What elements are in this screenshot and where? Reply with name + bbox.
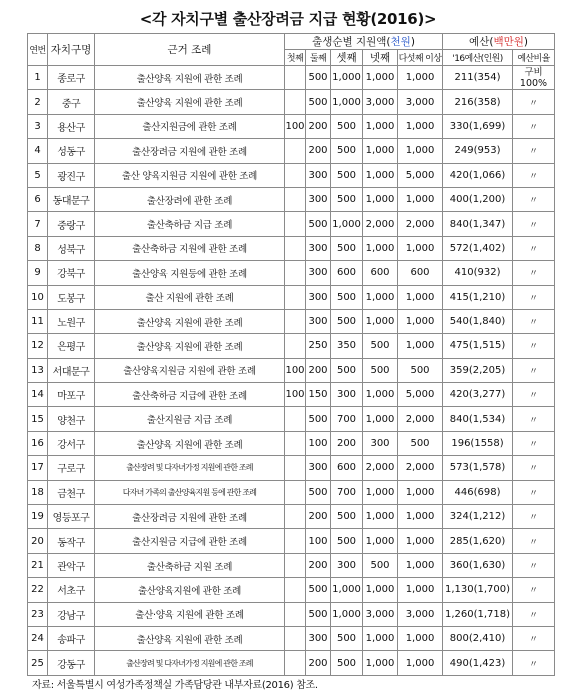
table-row (28, 163, 555, 187)
row-number: 12 (28, 334, 48, 358)
budget-2016: 359(2,205) (443, 358, 513, 382)
row-number: 19 (28, 505, 48, 529)
amount-fourth: 1,000 (363, 578, 398, 602)
amount-first: 100 (285, 114, 306, 138)
table-row (28, 212, 555, 236)
amount-first (285, 66, 306, 90)
amount-second: 300 (306, 285, 331, 309)
district-name: 강서구 (48, 431, 95, 455)
header-law: 근거 조례 (95, 34, 285, 66)
amount-third: 700 (331, 407, 363, 431)
amount-fifth-plus: 1,000 (398, 285, 443, 309)
district-name: 동대문구 (48, 187, 95, 211)
budget-ratio: 〃 (513, 431, 555, 455)
table-row (28, 651, 555, 675)
budget-2016: 360(1,630) (443, 553, 513, 577)
amount-third: 500 (331, 626, 363, 650)
amount-second: 300 (306, 626, 331, 650)
amount-fourth: 600 (363, 261, 398, 285)
ordinance-name: 출산지원금에 관한 조례 (95, 114, 285, 138)
ordinance-name: 출산지원금 지급 조례 (95, 407, 285, 431)
amount-fourth: 2,000 (363, 212, 398, 236)
table-row (28, 236, 555, 260)
amount-second: 300 (306, 187, 331, 211)
ordinance-name: 출산장려금 지원에 관한 조례 (95, 139, 285, 163)
row-number: 24 (28, 626, 48, 650)
budget-ratio: 〃 (513, 602, 555, 626)
amount-second: 250 (306, 334, 331, 358)
district-name: 관악구 (48, 553, 95, 577)
amount-third: 500 (331, 139, 363, 163)
budget-2016: 475(1,515) (443, 334, 513, 358)
district-name: 은평구 (48, 334, 95, 358)
ordinance-name: 출산 양육지원금 지원에 관한 조례 (95, 163, 285, 187)
amount-fifth-plus: 1,000 (398, 553, 443, 577)
budget-ratio: 〃 (513, 334, 555, 358)
budget-2016: 216(358) (443, 90, 513, 114)
table-row (28, 139, 555, 163)
district-name: 성북구 (48, 236, 95, 260)
amount-fifth-plus: 1,000 (398, 578, 443, 602)
ordinance-name: 출산양육 지원에 관한 조례 (95, 90, 285, 114)
amount-fourth: 1,000 (363, 163, 398, 187)
row-number: 8 (28, 236, 48, 260)
row-number: 7 (28, 212, 48, 236)
amount-fifth-plus: 600 (398, 261, 443, 285)
amount-fourth: 3,000 (363, 602, 398, 626)
budget-ratio: 〃 (513, 578, 555, 602)
amount-fourth: 1,000 (363, 114, 398, 138)
table-row (28, 456, 555, 480)
amount-second: 200 (306, 114, 331, 138)
amount-second: 200 (306, 505, 331, 529)
amount-fifth-plus: 1,000 (398, 236, 443, 260)
amount-fifth-plus: 2,000 (398, 456, 443, 480)
district-name: 성동구 (48, 139, 95, 163)
amount-second: 500 (306, 407, 331, 431)
amount-second: 500 (306, 480, 331, 504)
amount-fourth: 1,000 (363, 139, 398, 163)
amount-first (285, 626, 306, 650)
amount-fifth-plus: 3,000 (398, 90, 443, 114)
amount-fifth-plus: 5,000 (398, 163, 443, 187)
budget-2016: 573(1,578) (443, 456, 513, 480)
amount-third: 500 (331, 236, 363, 260)
budget-2016: 840(1,534) (443, 407, 513, 431)
ordinance-name: 출산양육 지원에 관한 조례 (95, 431, 285, 455)
amount-first (285, 309, 306, 333)
amount-first (285, 505, 306, 529)
budget-ratio: 〃 (513, 553, 555, 577)
amount-fifth-plus: 5,000 (398, 383, 443, 407)
amount-first (285, 236, 306, 260)
budget-ratio: 〃 (513, 285, 555, 309)
ordinance-name: 출산양육 지원등에 관한 조례 (95, 261, 285, 285)
budget-2016: 572(1,402) (443, 236, 513, 260)
row-number: 9 (28, 261, 48, 285)
header-fourth: 넷째 (363, 50, 398, 66)
amount-third: 600 (331, 456, 363, 480)
row-number: 22 (28, 578, 48, 602)
amount-fifth-plus: 1,000 (398, 505, 443, 529)
budget-ratio: 〃 (513, 114, 555, 138)
table-row (28, 553, 555, 577)
ordinance-name: 출산양육지원금 지원에 관한 조례 (95, 358, 285, 382)
amount-fourth: 500 (363, 553, 398, 577)
amount-fourth: 3,000 (363, 90, 398, 114)
district-name: 노원구 (48, 309, 95, 333)
row-number: 6 (28, 187, 48, 211)
amount-second: 200 (306, 358, 331, 382)
amount-fifth-plus: 2,000 (398, 407, 443, 431)
ordinance-name: 출산축하금 지원에 관한 조례 (95, 236, 285, 260)
amount-first (285, 480, 306, 504)
amount-third: 500 (331, 505, 363, 529)
amount-fourth: 1,000 (363, 66, 398, 90)
amount-second: 150 (306, 383, 331, 407)
district-name: 마포구 (48, 383, 95, 407)
header-budget-ratio: 예산비율 (513, 50, 555, 66)
amount-third: 500 (331, 309, 363, 333)
amount-first (285, 529, 306, 553)
amount-third: 200 (331, 431, 363, 455)
table-row (28, 407, 555, 431)
table-row (28, 358, 555, 382)
amount-fifth-plus: 1,000 (398, 309, 443, 333)
ordinance-name: 출산축하금 지급 조례 (95, 212, 285, 236)
amount-second: 300 (306, 261, 331, 285)
budget-2016: 285(1,620) (443, 529, 513, 553)
header-first: 첫째 (285, 50, 306, 66)
budget-2016: 196(1558) (443, 431, 513, 455)
amount-third: 350 (331, 334, 363, 358)
row-number: 1 (28, 66, 48, 90)
amount-fourth: 500 (363, 358, 398, 382)
amount-fourth: 1,000 (363, 309, 398, 333)
amount-fourth: 300 (363, 431, 398, 455)
amount-first (285, 212, 306, 236)
budget-2016: 1,260(1,718) (443, 602, 513, 626)
budget-2016: 330(1,699) (443, 114, 513, 138)
amount-third: 300 (331, 553, 363, 577)
ordinance-name: 출산축하금 지원 조례 (95, 553, 285, 577)
district-name: 강북구 (48, 261, 95, 285)
district-name: 서대문구 (48, 358, 95, 382)
budget-ratio: 〃 (513, 187, 555, 211)
budget-ratio: 〃 (513, 480, 555, 504)
budget-2016: 1,130(1,700) (443, 578, 513, 602)
header-district: 자치구명 (48, 34, 95, 66)
ordinance-name: 출산축하금 지급에 관한 조례 (95, 383, 285, 407)
amount-first (285, 553, 306, 577)
amount-first (285, 139, 306, 163)
amount-second: 300 (306, 456, 331, 480)
row-number: 20 (28, 529, 48, 553)
district-name: 양천구 (48, 407, 95, 431)
amount-first (285, 90, 306, 114)
budget-ratio: 〃 (513, 505, 555, 529)
amount-second: 200 (306, 139, 331, 163)
amount-second: 500 (306, 602, 331, 626)
budget-ratio: 〃 (513, 529, 555, 553)
budget-2016: 840(1,347) (443, 212, 513, 236)
amount-second: 300 (306, 309, 331, 333)
table-header (28, 34, 555, 66)
amount-first (285, 261, 306, 285)
ordinance-name: 출산양육 지원에 관한 조례 (95, 626, 285, 650)
ordinance-name: 출산 지원에 관한 조례 (95, 285, 285, 309)
table-row (28, 602, 555, 626)
row-number: 2 (28, 90, 48, 114)
amount-fifth-plus: 1,000 (398, 651, 443, 675)
ordinance-name: 다자녀 가족의 출산양육지원 등에 관한 조례 (95, 480, 285, 504)
row-number: 15 (28, 407, 48, 431)
amount-second: 300 (306, 236, 331, 260)
header-no: 연번 (28, 34, 48, 66)
amount-first (285, 187, 306, 211)
amount-first: 100 (285, 358, 306, 382)
district-name: 동작구 (48, 529, 95, 553)
amount-second: 500 (306, 212, 331, 236)
row-number: 16 (28, 431, 48, 455)
amount-third: 1,000 (331, 578, 363, 602)
amount-third: 1,000 (331, 66, 363, 90)
budget-2016: 446(698) (443, 480, 513, 504)
budget-2016: 540(1,840) (443, 309, 513, 333)
amount-third: 500 (331, 529, 363, 553)
amount-fifth-plus: 2,000 (398, 212, 443, 236)
ordinance-name: 출산·양육 지원에 관한 조례 (95, 602, 285, 626)
table-row (28, 114, 555, 138)
budget-ratio: 〃 (513, 383, 555, 407)
table-row (28, 578, 555, 602)
amount-fifth-plus: 1,000 (398, 529, 443, 553)
table-row (28, 431, 555, 455)
amount-fifth-plus: 1,000 (398, 66, 443, 90)
amount-third: 500 (331, 163, 363, 187)
table-body (28, 66, 555, 676)
header-budget-group: 예산(백만원) (443, 34, 555, 50)
table-row (28, 505, 555, 529)
ordinance-name: 출산지원금 지급에 관한 조례 (95, 529, 285, 553)
amount-second: 100 (306, 431, 331, 455)
amount-third: 500 (331, 358, 363, 382)
budget-2016: 490(1,423) (443, 651, 513, 675)
amount-fifth-plus: 1,000 (398, 187, 443, 211)
budget-ratio: 〃 (513, 626, 555, 650)
amount-second: 300 (306, 163, 331, 187)
ordinance-name: 출산양육 지원에 관한 조례 (95, 334, 285, 358)
amount-third: 1,000 (331, 212, 363, 236)
amount-second: 500 (306, 90, 331, 114)
ordinance-name: 출산양육 지원에 관한 조례 (95, 66, 285, 90)
ordinance-name: 출산장려 및 다자녀가정 지원에 관한 조례 (95, 651, 285, 675)
amount-second: 500 (306, 66, 331, 90)
table-row (28, 529, 555, 553)
source-note: 자료: 서울특별시 여성가족정책실 가족담당관 내부자료(2016) 참조. (32, 680, 318, 691)
amount-first (285, 163, 306, 187)
amount-fourth: 2,000 (363, 456, 398, 480)
amount-fourth: 1,000 (363, 285, 398, 309)
amount-second: 500 (306, 578, 331, 602)
row-number: 10 (28, 285, 48, 309)
budget-ratio: 〃 (513, 261, 555, 285)
amount-first (285, 334, 306, 358)
budget-2016: 211(354) (443, 66, 513, 90)
row-number: 13 (28, 358, 48, 382)
row-number: 4 (28, 139, 48, 163)
table-row (28, 187, 555, 211)
district-name: 도봉구 (48, 285, 95, 309)
table-row (28, 261, 555, 285)
amount-first (285, 602, 306, 626)
header-fifth-plus: 다섯째 이상 (398, 50, 443, 66)
amount-third: 500 (331, 114, 363, 138)
budget-ratio: 〃 (513, 407, 555, 431)
district-name: 구로구 (48, 456, 95, 480)
district-name: 광진구 (48, 163, 95, 187)
budget-2016: 400(1,200) (443, 187, 513, 211)
header-budget-2016: '16예산(인원) (443, 50, 513, 66)
budget-2016: 420(1,066) (443, 163, 513, 187)
table-row (28, 383, 555, 407)
amount-third: 500 (331, 285, 363, 309)
district-name: 강남구 (48, 602, 95, 626)
table-row (28, 285, 555, 309)
amount-fourth: 1,000 (363, 187, 398, 211)
ordinance-name: 출산양육지원에 관한 조례 (95, 578, 285, 602)
support-unit: 천원 (390, 36, 411, 48)
row-number: 11 (28, 309, 48, 333)
amount-fourth: 1,000 (363, 383, 398, 407)
district-name: 종로구 (48, 66, 95, 90)
table-row (28, 66, 555, 90)
row-number: 21 (28, 553, 48, 577)
budget-2016: 410(932) (443, 261, 513, 285)
amount-third: 500 (331, 651, 363, 675)
amount-fifth-plus: 500 (398, 358, 443, 382)
amount-second: 200 (306, 651, 331, 675)
budget-ratio-line1: 구비 (524, 66, 543, 78)
amount-fourth: 1,000 (363, 626, 398, 650)
amount-second: 200 (306, 553, 331, 577)
budget-ratio: 〃 (513, 651, 555, 675)
budget-ratio: 〃 (513, 358, 555, 382)
budget-ratio-line2: 100% (519, 77, 548, 89)
row-number: 5 (28, 163, 48, 187)
childbirth-grant-table (27, 33, 555, 676)
table-row (28, 309, 555, 333)
amount-first (285, 431, 306, 455)
row-number: 18 (28, 480, 48, 504)
table-row (28, 480, 555, 504)
amount-fourth: 1,000 (363, 651, 398, 675)
amount-first (285, 407, 306, 431)
amount-fifth-plus: 1,000 (398, 334, 443, 358)
amount-fourth: 1,000 (363, 407, 398, 431)
budget-2016: 420(3,277) (443, 383, 513, 407)
row-number: 23 (28, 602, 48, 626)
district-name: 중랑구 (48, 212, 95, 236)
row-number: 3 (28, 114, 48, 138)
row-number: 14 (28, 383, 48, 407)
amount-first: 100 (285, 383, 306, 407)
row-number: 17 (28, 456, 48, 480)
amount-first (285, 578, 306, 602)
header-second: 둘째 (306, 50, 331, 66)
amount-second: 100 (306, 529, 331, 553)
district-name: 금천구 (48, 480, 95, 504)
district-name: 송파구 (48, 626, 95, 650)
amount-third: 500 (331, 187, 363, 211)
amount-first (285, 456, 306, 480)
amount-first (285, 651, 306, 675)
row-number: 25 (28, 651, 48, 675)
budget-unit: 백만원 (493, 36, 524, 48)
ordinance-name: 출산장려 및 다자녀가정 지원에 관한 조례 (95, 456, 285, 480)
budget-ratio: 〃 (513, 309, 555, 333)
amount-fourth: 1,000 (363, 480, 398, 504)
table-row (28, 626, 555, 650)
amount-third: 600 (331, 261, 363, 285)
budget-2016: 415(1,210) (443, 285, 513, 309)
amount-fifth-plus: 1,000 (398, 114, 443, 138)
budget-ratio: 〃 (513, 139, 555, 163)
header-support-group: 출생순별 지원액(천원) (285, 34, 443, 50)
amount-fifth-plus: 3,000 (398, 602, 443, 626)
ordinance-name: 출산장려에 관한 조례 (95, 187, 285, 211)
budget-ratio (513, 66, 555, 90)
district-name: 서초구 (48, 578, 95, 602)
budget-ratio: 〃 (513, 212, 555, 236)
amount-third: 1,000 (331, 90, 363, 114)
page-title: <각 자치구별 출산장려금 지급 현황(2016)> (139, 10, 437, 28)
ordinance-name: 출산양육 지원에 관한 조례 (95, 309, 285, 333)
district-name: 중구 (48, 90, 95, 114)
amount-fourth: 1,000 (363, 529, 398, 553)
budget-ratio: 〃 (513, 90, 555, 114)
budget-ratio: 〃 (513, 456, 555, 480)
ordinance-name: 출산장려금 지원에 관한 조례 (95, 505, 285, 529)
header-third: 셋째 (331, 50, 363, 66)
district-name: 영등포구 (48, 505, 95, 529)
amount-third: 300 (331, 383, 363, 407)
table-row (28, 334, 555, 358)
amount-fourth: 500 (363, 334, 398, 358)
amount-fourth: 1,000 (363, 236, 398, 260)
budget-2016: 249(953) (443, 139, 513, 163)
district-name: 강동구 (48, 651, 95, 675)
amount-first (285, 285, 306, 309)
amount-third: 1,000 (331, 602, 363, 626)
budget-2016: 800(2,410) (443, 626, 513, 650)
amount-fourth: 1,000 (363, 505, 398, 529)
budget-2016: 324(1,212) (443, 505, 513, 529)
amount-fifth-plus: 500 (398, 431, 443, 455)
budget-ratio: 〃 (513, 236, 555, 260)
amount-fifth-plus: 1,000 (398, 139, 443, 163)
district-name: 용산구 (48, 114, 95, 138)
amount-third: 700 (331, 480, 363, 504)
amount-fifth-plus: 1,000 (398, 480, 443, 504)
table-row (28, 90, 555, 114)
budget-ratio: 〃 (513, 163, 555, 187)
amount-fifth-plus: 1,000 (398, 626, 443, 650)
